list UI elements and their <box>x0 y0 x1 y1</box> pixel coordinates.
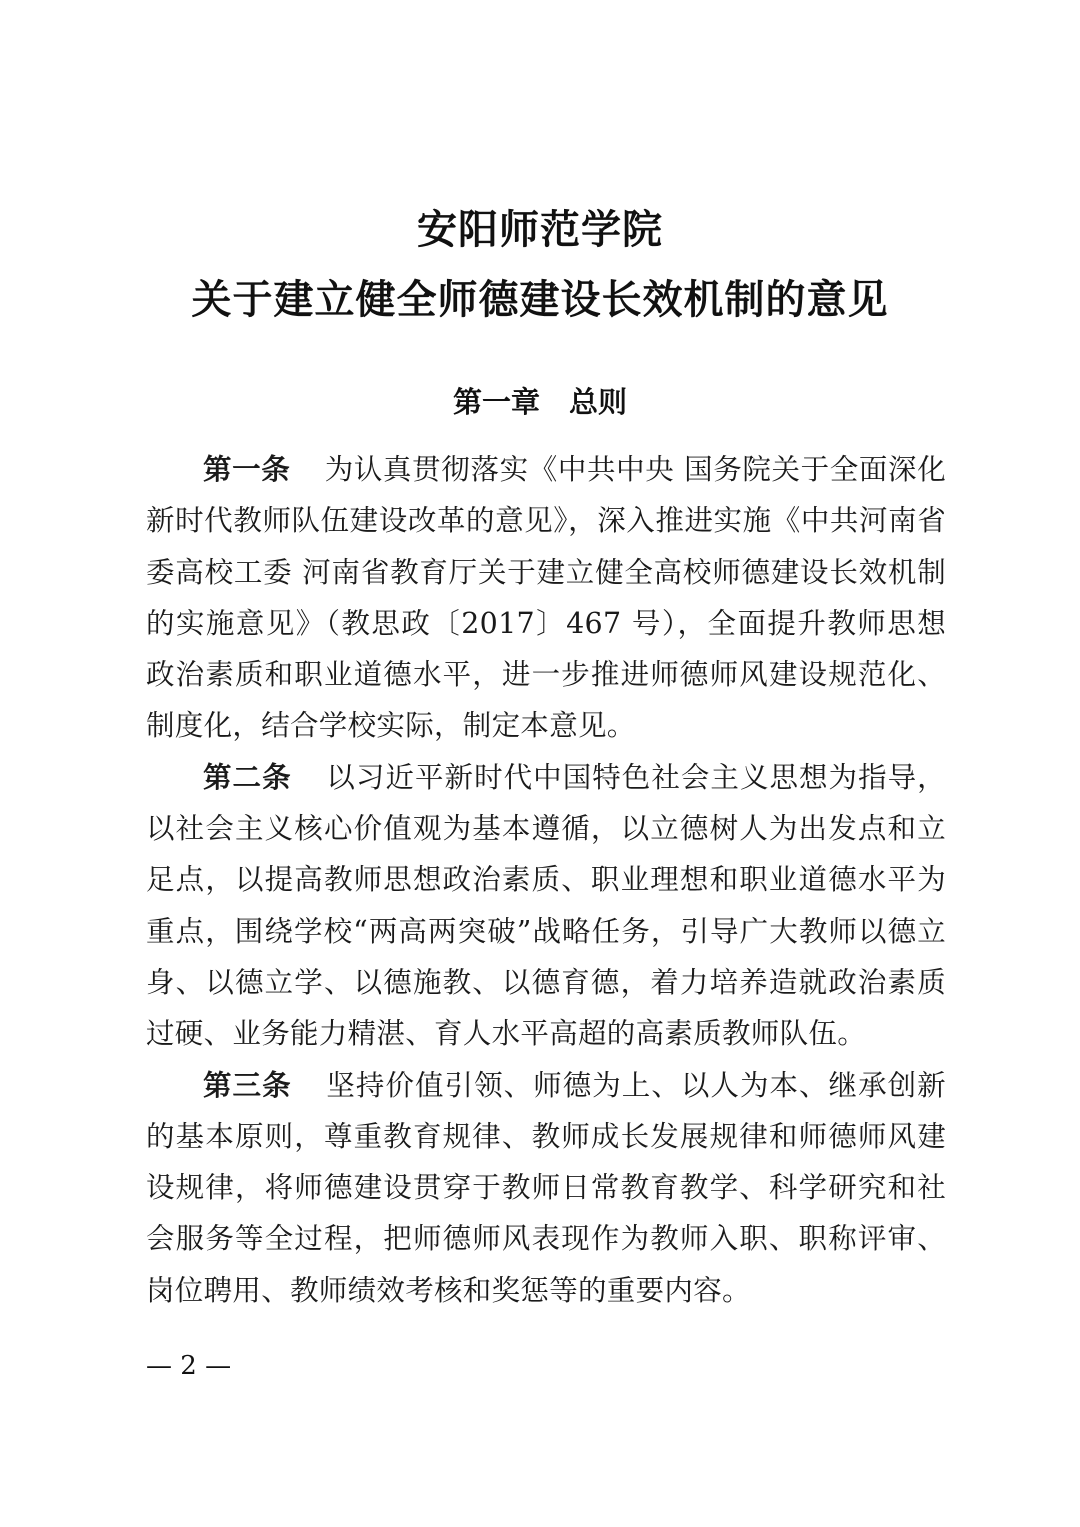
article-2-text: 以习近平新时代中国特色社会主义思想为指导，以社会主义核心价值观为基本遵循，以立德树人为出发点和立足点，以提高教师思想政治素质、职业理想和职业道德水平为重点，围绕学校“两高两突破”战略任务，引导广大教师以德立身、以德立学、以德施教、以德育德，着力培养造就政治素质过硬、业务能力精湛、育人水平高超的高素质教师队伍。 <box>146 760 946 1051</box>
page-number: — 2 — <box>146 1351 232 1381</box>
article-3-text: 坚持价值引领、师德为上、以人为本、继承创新的基本原则，尊重教育规律、教师成长发展规律和师德师风建设规律，将师德建设贯穿于教师日常教育教学、科学研究和社会服务等全过程，把师德师风表现作为教师入职、职称评审、岗位聘用、教师绩效考核和奖惩等的重要内容。 <box>146 1068 946 1307</box>
article-3-label: 第三条 <box>203 1068 292 1102</box>
document-title-line-1: 安阳师范学院 <box>417 207 663 253</box>
document-body <box>146 444 946 1316</box>
document-title-line-2: 关于建立健全师德建设长效机制的意见 <box>191 277 889 323</box>
article-1 <box>146 444 946 752</box>
article-1-text: 为认真贯彻落实《中共中央 国务院关于全面深化新时代教师队伍建设改革的意见》，深入推进实施《中共河南省委高校工委 河南省教育厅关于建立健全高校师德建设长效机制的实施意见》（教思政〔2017〕467 号），全面提升教师思想政治素质和职业道德水平，进一步推进师德师风建设规范化、制度化，结合学校实际，制定本意见。 <box>146 453 946 743</box>
chapter-heading: 第一章 总则 <box>452 385 627 419</box>
article-2 <box>146 752 946 1060</box>
article-3 <box>146 1060 946 1316</box>
article-2-label: 第二条 <box>203 760 292 794</box>
article-1-label: 第一条 <box>203 453 291 486</box>
